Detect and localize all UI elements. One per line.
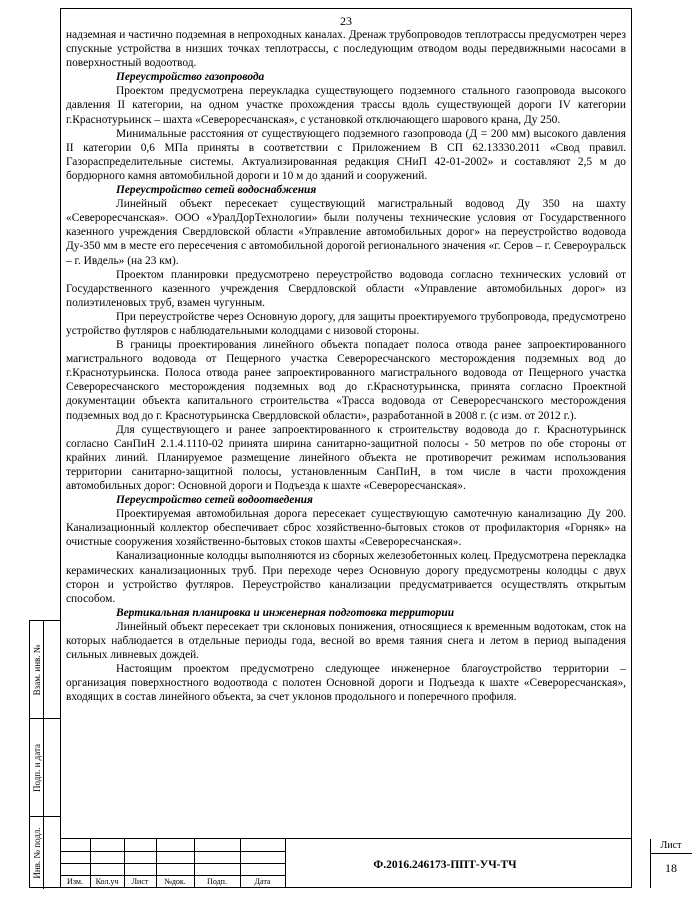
- paragraph: надземная и частично подземная в непроходных каналах. Дренаж трубопроводов теплотрассы предусмотрен через спускные устройства в низших точках теплотрассы, с последующим отводом воды передвижными насосами в поверхностный водоотвод.: [66, 29, 626, 70]
- paragraph: При переустройстве через Основную дорогу, для защиты проектируемого трубопровода, предусмотрено устройство футляров с наблюдательными колодцами с низовой стороны.: [66, 310, 626, 337]
- sheet-label: Лист: [660, 840, 682, 851]
- side-stamp-sign-date-label: Подп. и дата: [31, 743, 42, 792]
- paragraph: Линейный объект пересекает существующий магистральный водовод Ду 350 на шахту «Североpесчанская». ООО «УралДорТехнологии» были получены технические условия от Государственного казенного учреждения Свердловской области «Управление автомобильных дорог» на переустройство водовода Ду-350 мм в месте его пересечения с автомобильной дорогой регионального значения «г. Серов – г. Североуральск – г. Ивдель» (на 23 км).: [66, 198, 626, 267]
- title-block-col-data: Дата: [254, 877, 271, 886]
- sheet-number: 18: [665, 861, 677, 875]
- title-block-col-ndok: №док.: [164, 877, 186, 886]
- side-stamp-inv-replace-label: Взам. инв. №: [31, 644, 42, 695]
- section-heading: Переустройство газопровода: [116, 71, 265, 84]
- paragraph: Проектируемая автомобильная дорога пересекает существующую самотечную канализацию Ду 200. Канализационный коллектор обеспечивает сброс хозяйственно-бытовых стоков от профилактория «Горняк» на очистные сооружения хозяйственно-бытовых стоков шахты «Североpесчанская».: [66, 508, 626, 549]
- side-stamp-sign-date: [30, 719, 60, 817]
- document-code: Ф.2016.246173-ППТ-УЧ-ТЧ: [373, 859, 517, 871]
- title-block-col-podp: Подп.: [207, 877, 227, 886]
- paragraph: Проектом планировки предусмотрено переустройство водовода согласно технических условий от Государственного казенного учреждения Свердловской области «Управление автомобильных дорог» из полиэтиленовых труб, взамен чугунным.: [66, 268, 626, 309]
- side-stamp-inv-replace: [30, 621, 60, 719]
- paragraph: Для существующего и ранее запроектированного к строительству водовода до г. Краснотурьинск согласно СанПиН 2.1.4.1110-02 принята ширина санитарно-защитной полосы - 50 метров по обе стороны от крайних линий. Планируемое размещение линейного объекта не противоречит режимам использования территории санитарно-защитной полосы, установленным СанПиН, в том числе в части прохождения автомобильных дорог: Основной дороги и Подъезда к шахте «Североpесчанская».: [66, 423, 626, 492]
- side-stamp-inv-original: [30, 817, 60, 889]
- paragraph: Линейный объект пересекает три склоновых понижения, относящиеся к временным водотокам, сток на которых наблюдается в отдельные периоды года, весной во время таяния снега и летом в период выпадения сильных ливневых дождей.: [66, 620, 626, 662]
- side-stamp-inv-original-label: Инв. № подл.: [31, 827, 42, 879]
- paragraph: Минимальные расстояния от существующего подземного газопровода (Д = 200 мм) высокого давления II категории 0,6 МПа приняты в соответствии с Приложением В СП 62.13330.2011 «Свод правил. Газораспределительные системы. Актуализированная редакция СНиП 42-01-2002» и составляют 2,5 м до бордюрного камня автомобильной дороги и 10 м до зданий и сооружений.: [66, 127, 626, 182]
- document-body: [66, 28, 626, 705]
- paragraph: Настоящим проектом предусмотрено следующее инженерное благоустройство территории – организация поверхностного водоотвода с полотен Основной дороги и Подъезда к шахте «Североpесчанская», входящих в состав линейного объекта, за счет уклонов продольного и поперечного профиля.: [66, 663, 626, 704]
- section-heading: Переустройство сетей водоотведения: [116, 494, 313, 507]
- section-heading: Вертикальная планировка и инженерная подготовка территории: [116, 606, 455, 619]
- section-heading: Переустройство сетей водоснабжения: [116, 184, 317, 197]
- title-block: [60, 838, 682, 888]
- paragraph: Канализационные колодцы выполняются из сборных железобетонных колец. Предусмотрена перекладка керамических канализационных труб. При переходе через Основную дорогу предусмотрены колодцы с двух сторон и устройство футляров. Переустройство канализации предусматривается осуществлять открытым способом.: [66, 550, 626, 605]
- paragraph: В границы проектирования линейного объекта попадает полоса отвода ранее запроектированного магистрального водовода от Пещерного участка Североpесчанского месторождения подземных вод до г.Краснотурьинска. Полоса отвода ранее запроектированного магистрального водовода от Пещерного участка Североpесчанского месторождения подземных вод до г.Краснотурьинска, принята согласно Проектной документации объекта капитального строительства «Трасса водовода от Североpесчанского месторождения подземных вод до г. Краснотурьинска Свердловской области», разработанной в 2008 г. (с изм. от 2012 г.).: [66, 339, 626, 422]
- paragraph: Проектом предусмотрена переукладка существующего подземного стального газопровода высокого давления II категории, на одном участке прохождения трассы вдоль существующей дороги IV категории г.Краснотурьинск – шахта «Североpесчанская», с установкой отключающего шарового крана, Ду 250.: [66, 85, 626, 126]
- title-block-col-kol: Кол.уч: [95, 877, 119, 886]
- side-stamp: [29, 620, 60, 888]
- page-number: 23: [340, 14, 352, 28]
- title-block-col-izm: Изм.: [67, 877, 83, 886]
- title-block-col-list: Лист: [131, 877, 149, 886]
